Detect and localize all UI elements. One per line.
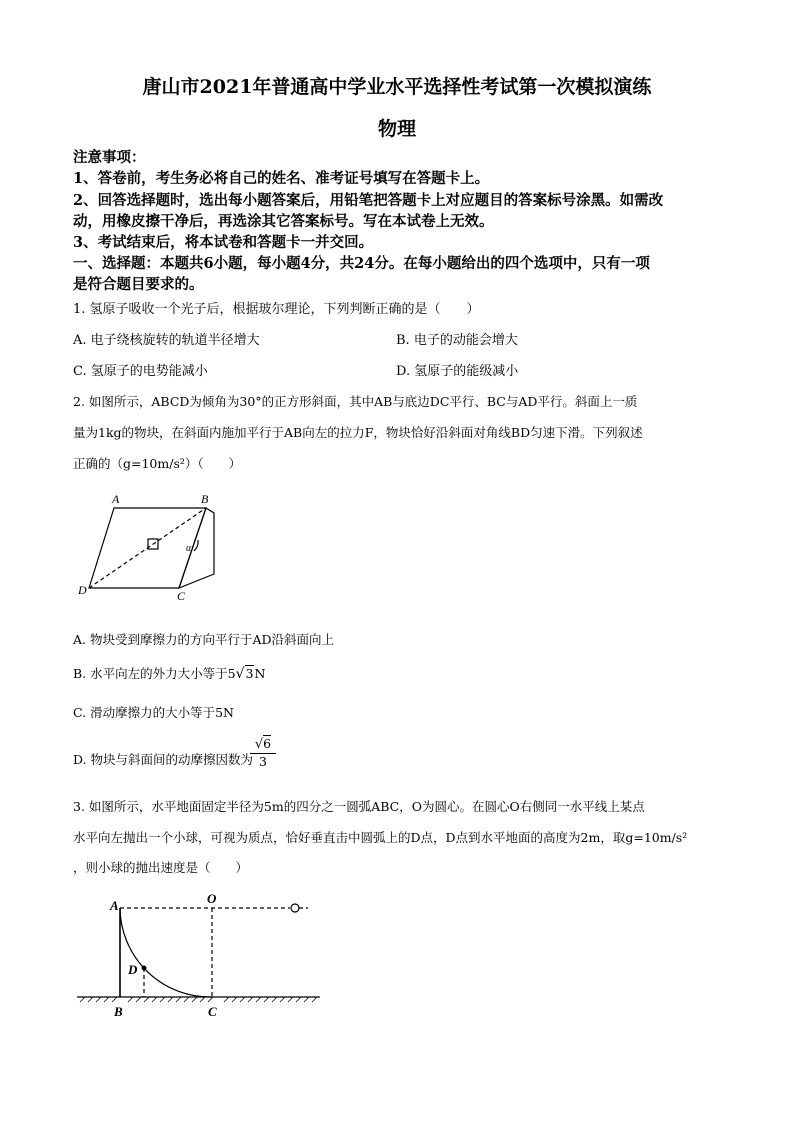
subject-title: 物理 xyxy=(377,118,416,140)
notice-item-3: 3、考试结束后，将本试卷和答题卡一并交回。 xyxy=(73,234,374,251)
q2-stem-line-3: 正确的（g=10m/s²）（ ） xyxy=(73,456,242,471)
label-b: B xyxy=(114,1004,123,1019)
arc-abc xyxy=(120,908,212,997)
q2-option-d-fraction xyxy=(250,736,276,769)
option-b-unit: N xyxy=(254,666,266,681)
label-o: O xyxy=(207,891,217,906)
label-b: B xyxy=(201,492,209,506)
q3-arc-figure xyxy=(72,890,332,1025)
label-c: C xyxy=(208,1004,217,1019)
label-d: D xyxy=(78,583,87,597)
label-a: A xyxy=(112,492,120,506)
sqrt-icon: √ xyxy=(235,666,245,682)
q1-option-a: A. 电子绕核旋转的轨道半径增大 xyxy=(73,333,260,348)
q1-option-b: B. 电子的动能会增大 xyxy=(396,333,518,348)
label-alpha: α xyxy=(186,543,192,554)
q2-stem-line-2: 量为1kg的物块，在斜面内施加平行于AB向左的拉力F，物块恰好沿斜面对角线BD匀速下滑。下列叙述 xyxy=(73,425,643,440)
q3-stem-line-3: ，则小球的抛出速度是（ ） xyxy=(73,860,249,875)
q3-stem-line-2: 水平向左抛出一个小球，可视为质点，恰好垂直击中圆弧上的D点，D点到水平地面的高度为2m，取g=10m/s² xyxy=(73,830,688,845)
q3-stem-line-1: 3. 如图所示，水平地面固定半径为5m的四分之一圆弧ABC，O为圆心。在圆心O右侧同一水平线上某点 xyxy=(73,799,645,814)
notice-heading: 注意事项： xyxy=(73,149,146,166)
sqrt-icon: √ xyxy=(254,737,264,752)
q2-stem-line-1: 2. 如图所示，ABCD为倾角为30°的正方形斜面，其中AB与底边DC平行、BC与AD平行。斜面上一质 xyxy=(73,394,638,409)
q2-option-d xyxy=(73,750,253,768)
q2-option-b xyxy=(73,664,265,682)
fraction-denominator: 3 xyxy=(259,754,267,769)
notice-item-2: 2、回答选择题时，选出每小题答案后，用铅笔把答题卡上对应题目的答案标号涂黑。如需改 xyxy=(73,192,664,209)
option-b-text: B. 水平向左的外力大小等于5 xyxy=(73,666,236,681)
point-d xyxy=(142,966,147,971)
fraction-numerator: 6 xyxy=(263,736,272,751)
q2-option-a: A. 物块受到摩擦力的方向平行于AD沿斜面向上 xyxy=(73,632,335,647)
q1-stem: 1. 氢原子吸收一个光子后，根据玻尔理论，下列判断正确的是（ ） xyxy=(73,302,480,317)
notice-item-2-cont: 动，用橡皮擦干净后，再选涂其它答案标号。写在本试卷上无效。 xyxy=(73,213,494,230)
exam-title: 唐山市2021年普通高中学业水平选择性考试第一次模拟演练 xyxy=(142,76,652,98)
q1-option-c: C. 氢原子的电势能减小 xyxy=(73,364,208,379)
option-b-radicand: 3 xyxy=(245,666,254,681)
notice-item-1: 1、答卷前，考生务必将自己的姓名、准考证号填写在答题卡上。 xyxy=(73,170,490,187)
section-heading: 一、选择题：本题共6小题，每小题4分，共24分。在每小题给出的四个选项中，只有一项 xyxy=(73,255,650,272)
ball-icon xyxy=(291,904,299,912)
label-d: D xyxy=(128,962,138,977)
q2-option-c: C. 滑动摩擦力的大小等于5N xyxy=(73,705,234,720)
label-c: C xyxy=(177,589,186,603)
section-heading-cont: 是符合题目要求的。 xyxy=(73,276,204,293)
label-a: A xyxy=(110,898,119,913)
q2-incline-figure xyxy=(74,488,224,603)
q1-option-d: D. 氢原子的能级减小 xyxy=(396,364,519,379)
option-d-text: D. 物块与斜面间的动摩擦因数为 xyxy=(73,752,254,767)
ground-hatch xyxy=(80,997,317,1002)
